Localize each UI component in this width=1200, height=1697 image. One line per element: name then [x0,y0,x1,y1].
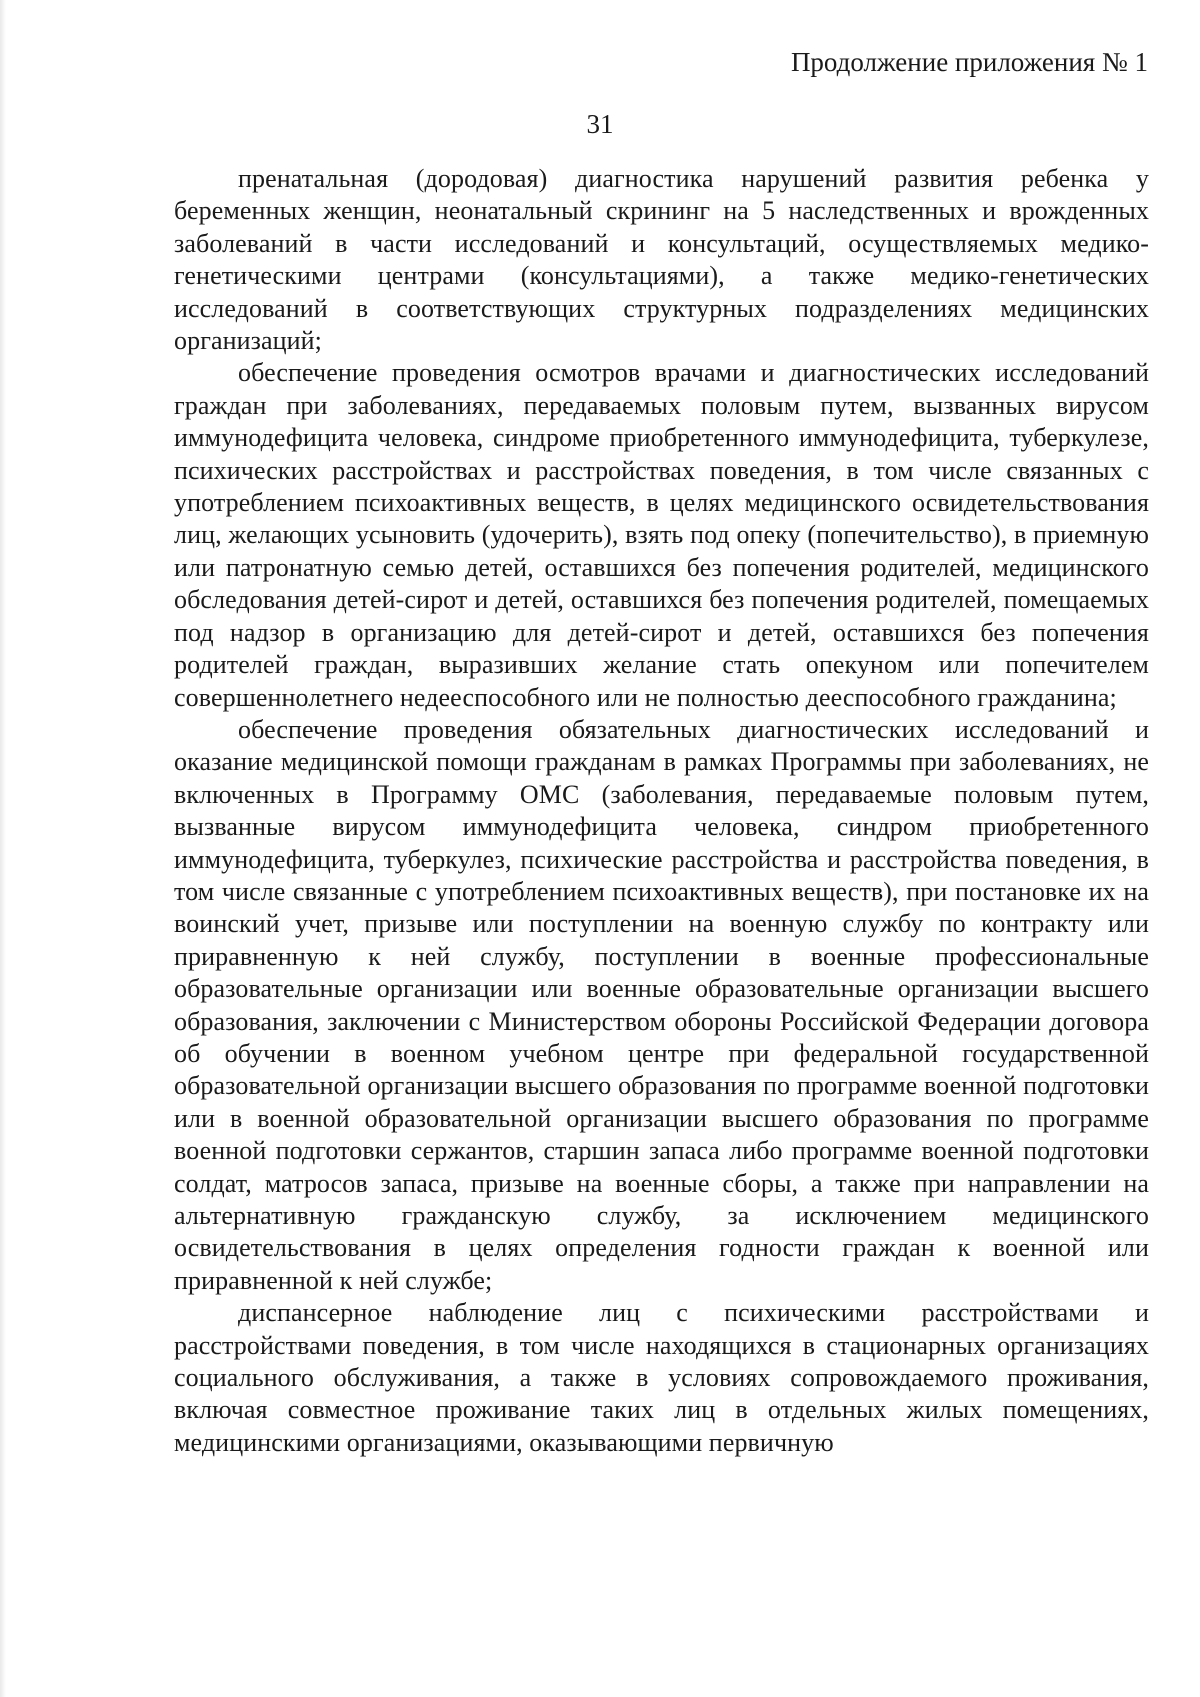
page-number: 31 [586,109,614,139]
paragraph-dispensary-observation: диспансерное наблюдение лиц с психическими расстройствами и расстройствами поведения, в том числе находящихся в стационарных организациях социального обслуживания, а также в условиях сопровождаемого проживания, включая совместное проживание таких лиц в отдельных жилых помещениях, медицинскими организациями, оказывающими первичную [174,1298,1149,1457]
paragraph-prenatal-diagnostics: пренатальная (дородовая) диагностика нарушений развития ребенка у беременных женщин, неонатальный скрининг на 5 наследственных и врожденных заболеваний в части исследований и консультаций, осуществляемых медико-генетическими центрами (консультациями), а также медико-генетических исследований в соответствующих структурных подразделениях медицинских организаций; [174,164,1149,356]
scan-edge-shadow [0,0,6,1697]
document-body [174,163,1149,1459]
paragraph-military-registration: обеспечение проведения обязательных диагностических исследований и оказание медицинской помощи гражданам в рамках Программы при заболеваниях, не включенных в Программу ОМС (заболевания, передаваемые половым путем, вызванные вирусом иммунодефицита человека, синдром приобретенного иммунодефицита, туберкулез, психические расстройства и расстройства поведения, в том числе связанные с употреблением психоактивных веществ), при постановке их на воинский учет, призыве или поступлении на военную службу по контракту или приравненную к ней службу, поступлении в военные профессиональные образовательные организации или военные образовательные организации высшего образования, заключении с Министерством обороны Российской Федерации договора об обучении в военном учебном центре при федеральной государственной образовательной организации высшего образования по программе военной подготовки или в военной образовательной организации высшего образования по программе военной подготовки сержантов, старшин запаса либо программе военной подготовки солдат, матросов запаса, призыве на военные сборы, а также при направлении на альтернативную гражданскую службу, за исключением медицинского освидетельствования в целях определения годности граждан к военной или приравненной к ней службе; [174,714,1149,1295]
paragraph-examinations-adoption: обеспечение проведения осмотров врачами и диагностических исследований граждан при заболеваниях, передаваемых половым путем, вызванных вирусом иммунодефицита человека, синдроме приобретенного иммунодефицита, туберкулезе, психических расстройствах и расстройствах поведения, в том числе связанных с употреблением психоактивных веществ, в целях медицинского освидетельствования лиц, желающих усыновить (удочерить), взять под опеку (попечительство), в приемную или патронатную семью детей, оставшихся без попечения родителей, медицинского обследования детей-сирот и детей, оставшихся без попечения родителей, помещаемых под надзор в организацию для детей-сирот и детей, оставшихся без попечения родителей граждан, выразивших желание стать опекуном или попечителем совершеннолетнего недееспособного или не полностью дееспособного гражданина; [174,358,1149,712]
appendix-continuation-header: Продолжение приложения № 1 [790,47,1148,77]
